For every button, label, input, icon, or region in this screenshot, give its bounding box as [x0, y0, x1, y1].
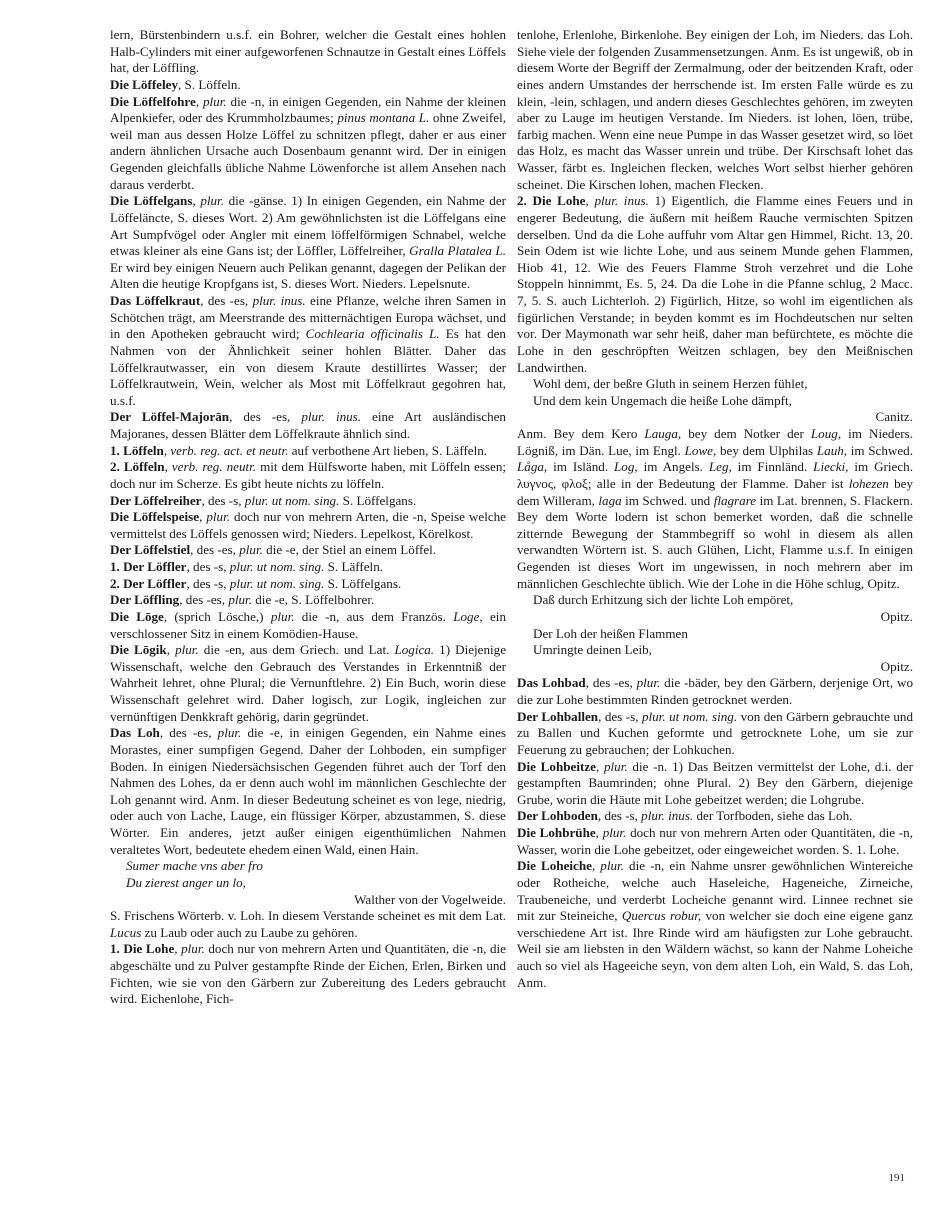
- entry-text: 1) Diejenige Wissenschaft, welche den Gebrauch des Verstandes in Erkenntniß der Wahrheit lehret, ohne Plural; die Vernunftlehre. 2) Ein Buch, worin diese Wissenschaft gelehret wird. Daher logisch, zur Logik, ingleichen zur vernünftigen Denkkraft gehörig, darin gegründet.: [110, 642, 507, 724]
- italic-text: plur. ut nom. sing.: [229, 575, 325, 591]
- entry-text: ,: [585, 193, 595, 209]
- entry-text: im Isländ.: [547, 459, 615, 475]
- entry-text: S. Frischens Wörterb. v. Loh. In diesem Verstande scheinet es mit dem Lat.: [110, 908, 506, 924]
- entry-text: im Schwed.: [847, 442, 913, 458]
- entry-text: im Schwed. und: [621, 492, 714, 508]
- dictionary-entry: [517, 426, 913, 592]
- entry-headword: Die Löffelfohre: [110, 93, 196, 109]
- entry-text: im Angels.: [637, 459, 709, 475]
- entry-text: , des -es,: [190, 542, 240, 558]
- entry-text: Opitz.: [880, 658, 913, 674]
- entry-text: , des -es,: [200, 293, 253, 308]
- entry-text: Anm. Bey dem Kero: [517, 426, 645, 441]
- italic-text: plur. ut nom. sing.: [641, 708, 738, 724]
- italic-text: laga: [598, 492, 622, 508]
- entry-text: die -e, S. Löffelbohrer.: [251, 592, 375, 608]
- entry-text: , S. Löffeln.: [178, 76, 241, 92]
- entry-text: ,: [595, 758, 604, 774]
- dictionary-entry: [110, 609, 506, 642]
- verse-line: [517, 393, 913, 410]
- italic-text: plur.: [175, 642, 199, 658]
- verse-line: [517, 376, 913, 393]
- italic-text: Liecki,: [813, 459, 849, 475]
- italic-text: lohezen: [848, 475, 889, 491]
- entry-text: zu Laub oder auch zu Laube zu gehören.: [141, 924, 358, 940]
- entry-text: , des -s,: [597, 808, 642, 824]
- entry-text: , des -s,: [201, 492, 245, 508]
- italic-text: flagrare: [713, 492, 757, 508]
- entry-headword: Die Löffeley: [110, 76, 178, 92]
- entry-text: von welcher sie doch eine eigene ganz verschiedene Art ist. Ihre Rinde wird am häufigsten zur Lohe gebraucht. Weil sie am liebsten in den Wäldern wächst, so kann der Nahme Loheiche auch so viel als Hageeiche seyn, von dem alten Loh, ein Wald, S. das Loh, Anm.: [517, 908, 913, 990]
- entry-headword: Der Löffel-Majorān: [110, 409, 230, 425]
- dictionary-entry: [517, 825, 913, 858]
- entry-text: doch nur von mehrern Arten, die -n, Speise welche vermittelst des Löffels genossen wird; Nieders. Lepelkost, Körelkost.: [110, 509, 506, 541]
- entry-text: von den Gärbern gebrauchte und zu Ballen und Kuchen geformte und getrocknete Lohe, um sie zur Feuerung zu gebrauchen; der Lohkuchen.: [517, 708, 913, 757]
- entry-text: ,: [591, 858, 601, 874]
- citation-source: [110, 892, 506, 909]
- italic-text: Cochlearia officinalis L.: [305, 326, 440, 342]
- entry-headword: Das Löffelkraut: [110, 293, 201, 308]
- entry-text: bey dem Ulphilas: [716, 442, 817, 458]
- dictionary-entry: [110, 592, 506, 609]
- entry-text: , des -es,: [179, 592, 229, 608]
- citation-source: [517, 409, 913, 426]
- page-number: 191: [888, 1172, 905, 1184]
- dictionary-entry: [110, 27, 506, 77]
- entry-text: im Finnländ.: [731, 459, 814, 475]
- italic-text: Lauh,: [816, 442, 848, 458]
- italic-text: Log,: [614, 459, 638, 475]
- entry-text: die -n, ein Nahme unsrer gewöhnlichen Wintereiche oder Rotheiche, welche auch Haseleiche, Hageneiche, Zirneiche, Traubeneiche, und verderbt Locheiche genannt wird. Linnee rechnet sie mit zur Steineiche,: [517, 858, 913, 924]
- dictionary-entry: [517, 675, 913, 708]
- dictionary-entry: [110, 293, 506, 409]
- entry-text: bey dem Willeram,: [517, 475, 913, 508]
- dictionary-entry: [110, 725, 506, 858]
- verse-line: [517, 592, 913, 609]
- italic-text: Lowe,: [684, 442, 717, 458]
- entry-text: die -e, in einigen Gegenden, ein Nahme eines Morastes, einer sumpfigen Gegend. Daher der Lohboden, ein sumpfiger Boden. In einigen Niedersächsischen Gegenden führet auch der Torf den Nahmen des Lohes, da er denn auch wohl im männlichen Geschlechte der Loh genannt wird. Anm. In dieser Bedeutung scheinet es von lege, niedrig, oder auch von Lache, Lauge, ein flüssiger Körper, abzustammen, S. diese Wörter. Ein anderes, jetzt außer einigen eigenthümlichen Nahmen veraltetes Wort, bedeutete ehedem einen Wald, einen Hain.: [110, 725, 506, 857]
- entry-text: ,: [163, 442, 171, 458]
- entry-text: ,: [199, 509, 207, 525]
- italic-text: plur. ut nom. sing.: [244, 492, 340, 508]
- italic-text: verb. reg. act. et neutr.: [170, 442, 289, 458]
- italic-text: plur. ut nom. sing.: [229, 559, 325, 574]
- entry-text: die -en, aus dem Griech. und Lat.: [198, 642, 395, 658]
- italic-text: plur.: [603, 758, 628, 774]
- italic-text: plur.: [181, 941, 205, 957]
- entry-text: ,: [195, 93, 203, 109]
- entry-text: eine Art ausländischen Majoranes, dessen Blätter dem Löffelkraute ähnlich sind.: [110, 409, 506, 441]
- italic-text: plur.: [206, 509, 231, 525]
- entry-text: ,: [174, 941, 182, 957]
- dictionary-entry: [110, 459, 506, 492]
- entry-text: , des -s,: [186, 575, 230, 591]
- entry-text: S. Läffeln.: [324, 559, 384, 574]
- entry-text: , des -s,: [598, 708, 642, 724]
- entry-headword: Die Löffelspeise: [110, 509, 200, 525]
- entry-headword: 2. Die Lohe: [517, 193, 586, 209]
- entry-text: Er wird bey einigen Neuern auch Pelikan genannt, dagegen der Pelikan der Alten die heutige Kropfgans ist, S. dieses Wort. Nieders. Lepelsnute.: [110, 259, 506, 292]
- dictionary-entry: [110, 94, 506, 194]
- entry-text: bey dem Notker der: [681, 426, 811, 441]
- italic-text: plur.: [239, 542, 263, 558]
- italic-text: Lucus: [110, 924, 142, 940]
- entry-text: S. Löffelgans.: [324, 575, 402, 591]
- dictionary-entry: [110, 443, 506, 460]
- entry-headword: Das Lohbad: [517, 675, 586, 691]
- entry-headword: Der Löffelstiel: [110, 542, 191, 558]
- dictionary-entry: [110, 542, 506, 559]
- verse-line: [517, 642, 913, 659]
- entry-text: ,: [595, 825, 603, 840]
- italic-text: plur.: [217, 725, 242, 741]
- dictionary-entry: [110, 77, 506, 94]
- italic-text: plur. inus.: [641, 808, 694, 824]
- entry-text: die -n, aus dem Französ.: [294, 608, 454, 624]
- entry-headword: Der Löffling: [110, 592, 180, 608]
- entry-text: Daß durch Erhitzung sich der lichte Loh empöret,: [533, 592, 794, 608]
- entry-text: , des -es,: [229, 409, 302, 425]
- entry-headword: 2. Löffeln: [110, 459, 165, 475]
- dictionary-entry: [517, 709, 913, 759]
- entry-text: tenlohe, Erlenlohe, Birkenlohe. Bey einigen der Loh, im Nieders. das Loh. Siehe viele der folgenden Zusammensetzungen. Anm. Es ist ungewiß, ob in diesem Worte der Begriff der Zermalmung, oder der beitzenden Kraft, oder eines andern Umstandes der herrschende ist. Im ersten Falle würde es zu klein, -lein, schlagen, und andern dieses Geschlechtes gehören, im zweyten aber zu Lauge im heutigen Verstande. Im Nieders. ist lohen, löen, trübe, farbig machen. Wenn eine neue Pumpe in das Wasser gesetzet wird, so löet das Holz, es macht das Wasser unrein und trübe. Der Kirschsaft lohet das Wasser, färbt es. Ingleichen flecken, welches Wort selbst hierher gehören scheinet. Die Kirschen lohen, machen Flecken.: [517, 27, 914, 192]
- entry-headword: Die Lōge: [110, 608, 164, 624]
- italic-text: Du zierest anger un lo,: [126, 874, 246, 890]
- dictionary-entry: [517, 808, 913, 825]
- italic-text: Sumer mache vns aber fro: [126, 858, 263, 874]
- italic-text: plur. inus.: [594, 193, 649, 209]
- dictionary-entry: [110, 493, 506, 510]
- entry-text: ohne Zweifel, weil man aus dessen Holze Löffel zu schnitzen pflegt, daher er aus einer andern ähnlichen Ursache auch Dosenbaum genannt wird. Der in einigen Gegenden gleichfalls übliche Nahme Löwenforche ist allem Ansehen nach daraus verderbt.: [110, 110, 506, 192]
- entry-headword: Das Loh: [110, 725, 160, 741]
- entry-text: die -n, in einigen Gegenden, ein Nahme der kleinen Alpenkiefer, oder des Krummholzbaumes;: [110, 93, 506, 126]
- dictionary-entry: [110, 908, 506, 941]
- italic-text: plur.: [270, 608, 295, 624]
- entry-text: die -e, der Stiel an einem Löffel.: [262, 542, 437, 558]
- entry-headword: Die Lohbrühe: [517, 825, 596, 840]
- italic-text: plur.: [602, 825, 627, 840]
- dictionary-entry: [110, 941, 506, 1008]
- verse-line: [110, 875, 506, 892]
- entry-headword: Der Lohboden: [517, 808, 598, 824]
- dictionary-entry: [517, 27, 913, 193]
- entry-headword: Der Löffelreiher: [110, 492, 202, 508]
- italic-text: plur.: [203, 93, 227, 109]
- italic-text: Quercus robur,: [621, 908, 702, 924]
- entry-text: eine Pflanze, welche ihren Samen in Schötchen trägt, am Meerstrande des mitternächtigen Europa wächset, und in den Apotheken gebraucht wird;: [110, 293, 507, 342]
- italic-text: Låga,: [517, 459, 548, 475]
- entry-text: die -bäder, bey den Gärbern, derjenige Ort, wo die zur Lohe bestimmten Rinden getrocknet werden.: [517, 675, 914, 707]
- italic-text: plur. inus.: [252, 293, 306, 308]
- entry-text: Umringte deinen Leib,: [533, 642, 652, 658]
- dictionary-entry: [110, 559, 506, 576]
- italic-text: plur.: [600, 858, 624, 874]
- dictionary-entry: [517, 193, 913, 376]
- entry-text: , (sprich Lösche,): [163, 608, 271, 624]
- italic-text: plur.: [228, 592, 252, 608]
- entry-text: im Nieders. Lögniß, im Dän. Lue, im Engl.: [517, 426, 913, 458]
- entry-text: Walther von der Vogelweide.: [354, 891, 506, 907]
- entry-headword: 1. Die Lohe: [110, 941, 175, 957]
- dictionary-entry: [110, 409, 506, 442]
- entry-text: ,: [192, 193, 201, 209]
- italic-text: Gralla Platalea L.: [409, 243, 506, 259]
- entry-text: , des -es,: [159, 725, 218, 741]
- italic-text: plur.: [636, 675, 661, 691]
- entry-headword: Die Löffelgans: [110, 193, 193, 209]
- dictionary-entry: [517, 759, 913, 809]
- entry-headword: Die Lōgik: [110, 642, 167, 658]
- left-column: [110, 27, 506, 1008]
- entry-text: mit dem Hülfsworte haben, mit Löffeln essen; doch nur im Scherze. Es gibt heute nichts zu löffeln.: [110, 459, 507, 491]
- dictionary-entry: [110, 642, 506, 725]
- entry-text: Und dem kein Ungemach die heiße Lohe dämpft,: [533, 392, 792, 408]
- italic-text: verb. reg. neutr.: [171, 459, 257, 475]
- entry-text: Der Loh der heißen Flammen: [533, 625, 688, 641]
- citation-source: [517, 659, 913, 676]
- entry-text: ,: [164, 459, 172, 475]
- verse-line: [517, 626, 913, 643]
- dictionary-entry: [110, 576, 506, 593]
- citation-source: [517, 609, 913, 626]
- entry-headword: 1. Der Löffler: [110, 559, 187, 574]
- italic-text: Loge,: [453, 608, 483, 624]
- entry-text: ,: [166, 642, 176, 658]
- dictionary-entry: [517, 858, 913, 991]
- entry-headword: 1. Löffeln: [110, 442, 164, 458]
- entry-text: die -n. 1) Das Beitzen vermittelst der Lohe, d.i. der gestampften Baumrinden; ohne Plural. 2) Bey den Gärbern, diejenige Grube, worin die Häute mit Lohe gebeitzet werden; die Lohgrube.: [517, 758, 913, 807]
- entry-text: Opitz.: [880, 608, 913, 624]
- entry-text: im Lat. brennen, S. Flackern. Bey dem Worte lodern ist schon bemerket worden, daß die schnelle zitternde Bewegung der Stammbegriff so wohl in diesem als allen verwandten Wörtern ist. S. auch Glühen, Licht, Flamme u.s.f. In einigen Gegenden ist dieses Wort im ungewissen, in noch mehrern aber im männlichen Geschlechte üblich. Wie der Lohe in die Höhe schlug, Opitz.: [517, 492, 913, 591]
- italic-text: Logica.: [394, 642, 435, 658]
- italic-text: Loug,: [810, 426, 842, 441]
- entry-text: 1) Eigentlich, die Flamme eines Feuers und in engerer Bedeutung, die äußern mit heißem Rauche vermischten Spitzen derselben. Und da die Lohe auffuhr vom Altar gen Himmel, Richt. 13, 20. Sein Odem ist wie lichte Lohe, und aus seinem Munde gehen Flammen, Hiob 41, 12. Wie des Feuers Flamme Stroh verzehret und die Lohe Stoppeln hinnimmt, Es. 5, 24. Da die Lohe in die Pfanne schlug, 2 Macc. 7, 5. S. auch Lichterloh. 2) Figürlich, Hitze, so wohl im eigentlichen als figürlichen Verstande; in beyden kommt es im Hochdeutschen nur selten vor. Der Maymonath war sehr heiß, daher man befürchtete, es möchte die Lohe in den geschröpften Weitzen schlagen, bey den Meißnischen Landwirthen.: [517, 193, 914, 375]
- entry-headword: Die Loheiche: [517, 858, 592, 874]
- italic-text: pinus montana L.: [337, 110, 430, 126]
- entry-text: die -gänse. 1) In einigen Gegenden, ein Nahme der Löffeläncte, S. dieses Wort. 2) Am gewöhnlichsten ist die Löffelgans eine Art Sumpfvögel oder Angler mit einem löffelförmigen Schnabel, welche etwas kleiner als eine Gans ist; der Löffler, Löffelreiher,: [110, 193, 507, 259]
- entry-text: der Torfboden, siehe das Loh.: [693, 808, 853, 824]
- entry-text: Canitz.: [875, 409, 913, 425]
- entry-text: ein verschlossener Sitz in einem Komödien-Hause.: [110, 608, 506, 641]
- entry-headword: Der Lohballen: [517, 708, 599, 724]
- italic-text: Leg,: [708, 459, 732, 475]
- entry-text: doch nur von mehrern Arten und Quantitäten, die -n, die abgeschälte und zu Pulver gestampfte Rinde der Eichen, Erlen, Birken und Fichten, wie sie von den Gärbern zur Zubereitung des Leders gebraucht wird. Eichenlohe, Fich-: [110, 941, 506, 1007]
- italic-text: plur. inus.: [301, 409, 362, 425]
- dictionary-entry: [110, 193, 506, 293]
- entry-text: im Griech. λυγνος, φλοξ; alle in der Bedeutung der Flamme. Daher ist: [517, 459, 913, 491]
- right-column: [517, 27, 913, 991]
- entry-text: Es hat den Nahmen von der Ähnlichkeit seiner hohlen Blätter. Daher das Löffelkrautwasser, ein von diesem Kraute destillirtes Wasser; der Löffelkrautwein, Wein, welcher als Most mit Löffelkraut gegohren hat, u.s.f.: [110, 326, 506, 408]
- entry-text: doch nur von mehrern Arten oder Quantitäten, die -n, Wasser, worin die Lohe gebeitzet, oder eingeweichet worden. S. 1. Lohe.: [517, 825, 913, 857]
- entry-text: , des -s,: [186, 559, 230, 574]
- italic-text: Lauga,: [644, 426, 682, 441]
- entry-text: , des -es,: [585, 675, 637, 691]
- entry-text: Wohl dem, der beßre Gluth in seinem Herzen fühlet,: [533, 376, 808, 392]
- entry-text: lern, Bürstenbindern u.s.f. ein Bohrer, welcher die Gestalt eines hohlen Halb-Cylinders mit einer aufgeworfenen Schnautze in Gestalt eines Löffels hat, der Löffling.: [110, 27, 506, 76]
- dictionary-entry: [110, 509, 506, 542]
- entry-headword: Die Lohbeitze: [517, 758, 596, 774]
- italic-text: plur.: [200, 193, 224, 209]
- entry-text: S. Löffelgans.: [339, 492, 417, 508]
- verse-line: [110, 858, 506, 875]
- entry-headword: 2. Der Löffler: [110, 575, 187, 591]
- entry-text: auf verbothene Art lieben, S. Läffeln.: [288, 442, 488, 458]
